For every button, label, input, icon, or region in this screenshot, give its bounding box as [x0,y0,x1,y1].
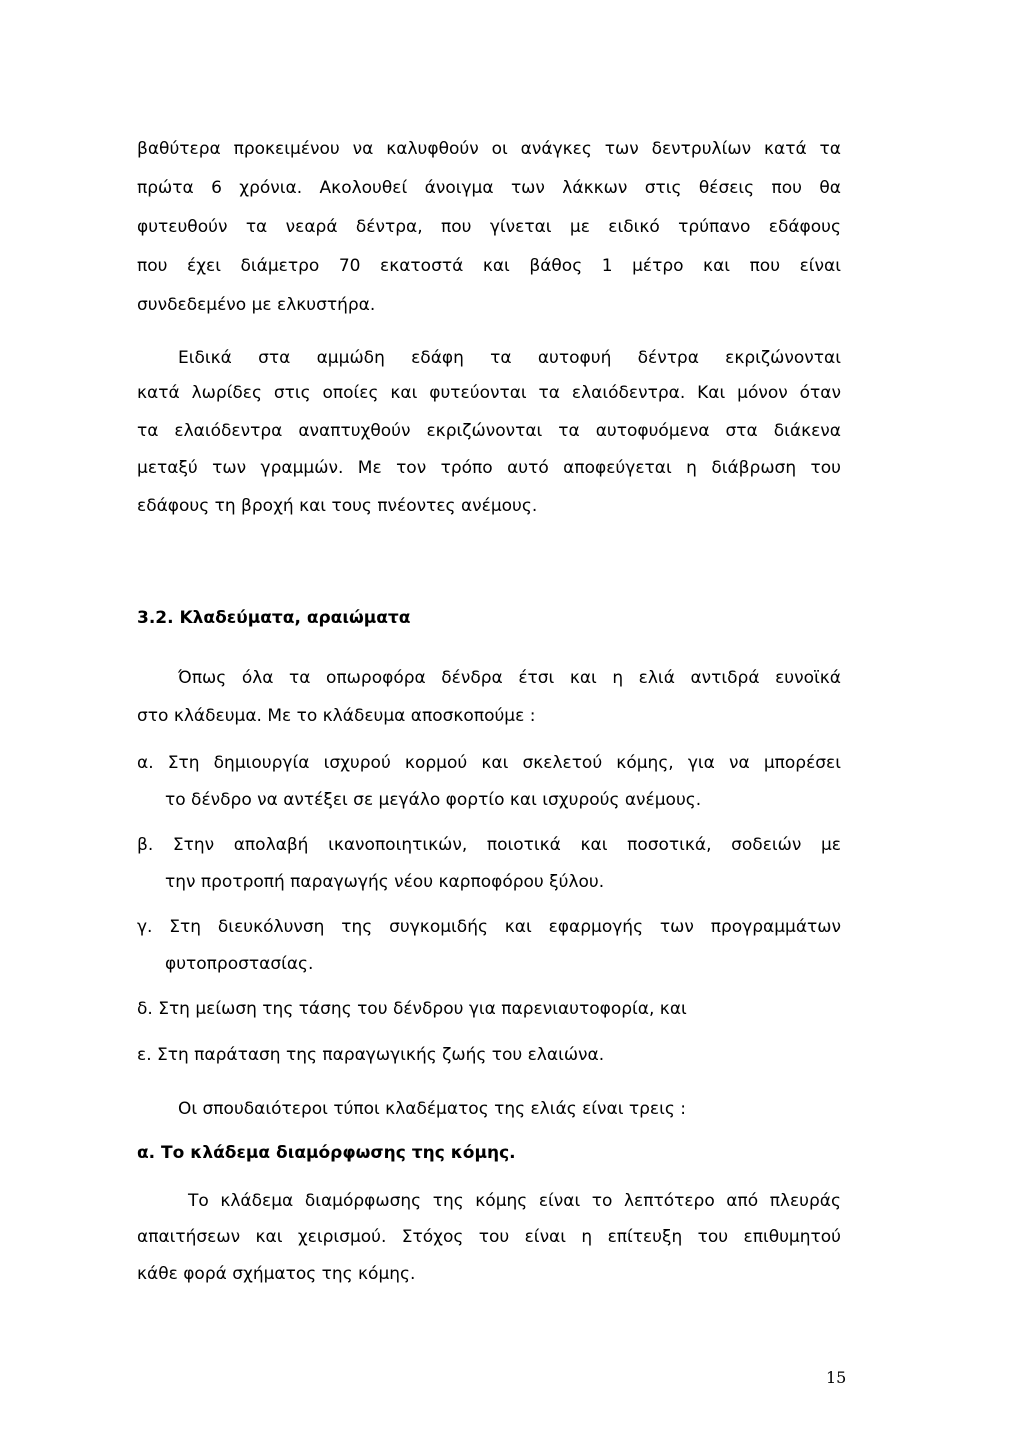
text-line: Το κλάδεμα διαμόρφωσης της κόμης είναι το λεπτότερο από πλευράς [188,1191,841,1211]
subheading: α. Το κλάδεμα διαμόρφωσης της κόμης. [137,1143,516,1163]
text-line: Όπως όλα τα οπωροφόρα δένδρα έτσι και η ελιά αντιδρά ευνοϊκά [178,668,841,688]
text-line: κάθε φορά σχήματος της κόμης. [137,1264,416,1284]
list-item-line: φυτοπροστασίας. [165,954,314,974]
text-line: κατά λωρίδες στις οποίες και φυτεύονται τα ελαιόδεντρα. Και μόνον όταν [137,383,841,403]
text-line: που έχει διάμετρο 70 εκατοστά και βάθος 1 μέτρο και που είναι [137,256,841,276]
text-line: φυτευθούν τα νεαρά δέντρα, που γίνεται με ειδικό τρύπανο εδάφους [137,217,841,237]
text-line: τα ελαιόδεντρα αναπτυχθούν εκριζώνονται τα αυτοφυόμενα στα διάκενα [137,421,841,441]
section-heading: 3.2. Κλαδεύματα, αραιώματα [137,608,411,628]
list-item-line: α. Στη δημιουργία ισχυρού κορμού και σκελετού κόμης, για να μπορέσει [137,753,841,773]
list-item-line: δ. Στη μείωση της τάσης του δένδρου για παρενιαυτοφορία, και [137,999,687,1019]
text-line: Ειδικά στα αμμώδη εδάφη τα αυτοφυή δέντρα εκριζώνονται [178,348,841,368]
text-line: πρώτα 6 χρόνια. Ακολουθεί άνοιγμα των λάκκων στις θέσεις που θα [137,178,841,198]
text-line: συνδεδεμένο με ελκυστήρα. [137,295,376,315]
page-number: 15 [826,1368,847,1387]
text-line: βαθύτερα προκειμένου να καλυφθούν οι ανάγκες των δεντρυλίων κατά τα [137,139,841,159]
list-item-line: γ. Στη διευκόλυνση της συγκομιδής και εφαρμογής των προγραμμάτων [137,917,841,937]
list-item-line: ε. Στη παράταση της παραγωγικής ζωής του ελαιώνα. [137,1045,605,1065]
text-line: εδάφους τη βροχή και τους πνέοντες ανέμους. [137,496,538,516]
text-line: στο κλάδευμα. Με το κλάδευμα αποσκοπούμε : [137,706,536,726]
types-intro: Οι σπουδαιότεροι τύποι κλαδέματος της ελιάς είναι τρεις : [178,1099,686,1119]
list-item-line: β. Στην απολαβή ικανοποιητικών, ποιοτικά και ποσοτικά, σοδειών με [137,835,841,855]
text-line: μεταξύ των γραμμών. Με τον τρόπο αυτό αποφεύγεται η διάβρωση του [137,458,841,478]
list-item-line: την προτροπή παραγωγής νέου καρποφόρου ξύλου. [165,872,605,892]
list-item-line: το δένδρο να αντέξει σε μεγάλο φορτίο και ισχυρούς ανέμους. [165,790,702,810]
text-line: απαιτήσεων και χειρισμού. Στόχος του είναι η επίτευξη του επιθυμητού [137,1227,841,1247]
